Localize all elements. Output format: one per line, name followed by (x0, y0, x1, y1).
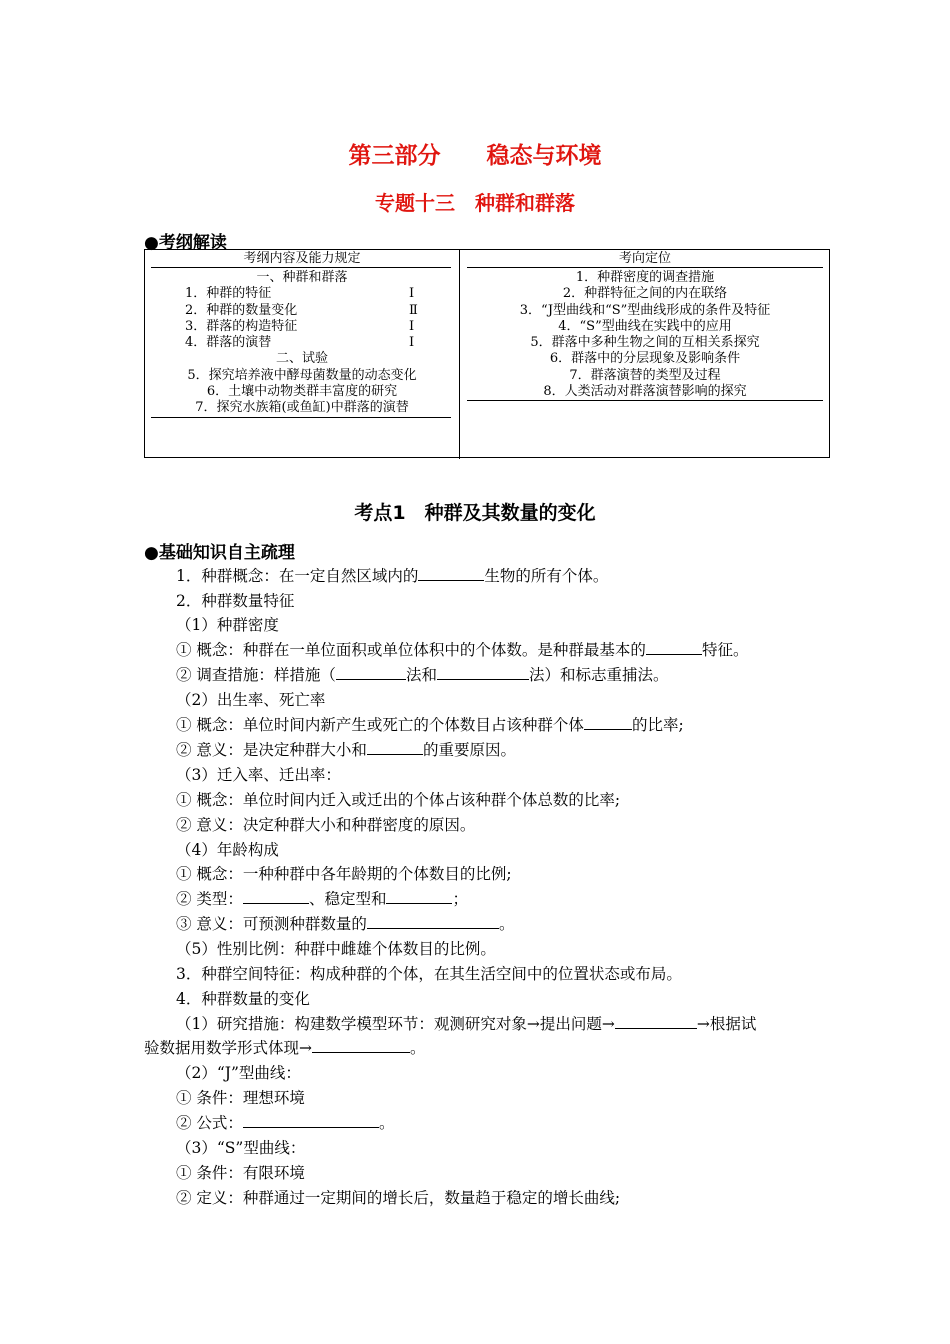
fill-blank[interactable] (243, 889, 309, 904)
text-line: （4）年龄构成 (176, 841, 279, 859)
direction-row: 5．群落中多种生物之间的互相关系探究 (530, 335, 760, 351)
ability-level: Ⅰ (409, 335, 415, 351)
text-line: ② 意义：决定种群大小和种群密度的原因。 (176, 816, 476, 834)
syllabus-row: 3．群落的构造特征 Ⅰ (185, 318, 415, 334)
ability-level: Ⅰ (409, 318, 415, 334)
syllabus-row: 4．群落的演替 Ⅰ (185, 335, 415, 351)
fill-blank[interactable] (386, 889, 452, 904)
syllabus-row: 一、种群和群落 (256, 270, 348, 285)
syllabus-row: 二、试验 (275, 351, 328, 367)
text-line: 4．种群数量的变化 (176, 990, 310, 1008)
text-line: 验数据用数学形式体现→ 。 (144, 1039, 426, 1057)
text-line: 1．种群概念：在一定自然区域内的 生物的所有个体。 (176, 567, 609, 585)
fill-blank[interactable] (615, 1014, 697, 1029)
syllabus-row: 5．探究培养液中酵母菌数量的动态变化 (187, 367, 417, 383)
fill-blank[interactable] (584, 715, 632, 730)
kaodian-title: 考点1 种群及其数量的变化 (354, 502, 596, 524)
text-line: （3）“S”型曲线： (176, 1139, 306, 1157)
fill-blank[interactable] (367, 740, 423, 755)
text-line: 2．种群数量特征 (176, 592, 295, 610)
text-line: ② 公式： 。 (176, 1114, 395, 1132)
direction-row: 8．人类活动对群落演替影响的探究 (543, 384, 747, 400)
direction-row: 7．群落演替的类型及过程 (569, 367, 721, 383)
left-bottom-rule (151, 417, 451, 418)
right-content (459, 270, 831, 400)
text-line: （2）出生率、死亡率 (176, 691, 326, 709)
fill-blank[interactable] (646, 640, 702, 655)
syllabus-row: 7．探究水族箱(或鱼缸)中群落的演替 (195, 400, 409, 416)
text-line: ③ 意义：可预测种群数量的 。 (176, 915, 515, 933)
text-line: （1）研究措施：构建数学模型环节：观测研究对象→提出问题→ →根据试 (176, 1015, 757, 1033)
fill-blank[interactable] (437, 665, 529, 680)
syllabus-row: 2．种群的数量变化 Ⅱ (185, 302, 418, 318)
text-line: ② 调查措施：样措施（ 法和 法）和标志重捕法。 (176, 666, 669, 684)
text-line: （1）种群密度 (176, 616, 279, 634)
fill-blank[interactable] (367, 914, 499, 929)
part-title: 第三部分 稳态与环境 (348, 143, 602, 169)
text-line: ① 概念：一种种群中各年龄期的个体数目的比例; (176, 865, 512, 883)
text-line: （3）迁入率、迁出率： (176, 766, 341, 784)
syllabus-row: 1．种群的特征 Ⅰ (185, 286, 415, 302)
syllabus-row: 6．土壤中动物类群丰富度的研究 (206, 384, 398, 400)
direction-row: 2．种群特征之间的内在联络 (562, 286, 728, 302)
text-line: ② 定义：种群通过一定期间的增长后，数量趋于稳定的增长曲线; (176, 1189, 621, 1207)
text-line: ① 概念：单位时间内迁入或迁出的个体占该种群个体总数的比率; (176, 791, 621, 809)
direction-row: 3．“J型曲线和“S”型曲线形成的条件及特征 (519, 302, 771, 318)
direction-row: 1．种群密度的调查措施 (575, 270, 715, 285)
fill-blank[interactable] (243, 1113, 379, 1128)
section-syllabus-heading: ●考纲解读 (144, 233, 227, 253)
syllabus-table (144, 249, 830, 458)
text-line: 3．种群空间特征：构成种群的个体，在其生活空间中的位置状态或布局。 (176, 965, 682, 983)
direction-row: 4．“S”型曲线在实践中的应用 (558, 318, 732, 334)
section-basic-heading: ●基础知识自主疏理 (144, 543, 295, 563)
fill-blank[interactable] (418, 566, 484, 581)
left-header: 考纲内容及能力规定 (243, 251, 361, 266)
right-header: 考向定位 (618, 251, 671, 266)
text-line: ② 意义：是决定种群大小和 的重要原因。 (176, 741, 516, 759)
text-line: ② 类型： 、稳定型和 ； (176, 890, 468, 908)
direction-row: 6．群落中的分层现象及影响条件 (549, 351, 741, 367)
text-line: （2）“J”型曲线： (176, 1064, 301, 1082)
text-line: （5）性别比例：种群中雌雄个体数目的比例。 (176, 940, 496, 958)
fill-blank[interactable] (312, 1038, 410, 1053)
left-content (145, 270, 459, 417)
ability-level: Ⅱ (409, 302, 418, 318)
text-line: ① 条件：有限环境 (176, 1164, 305, 1182)
fill-blank[interactable] (336, 665, 406, 680)
topic-title: 专题十三 种群和群落 (375, 191, 575, 215)
ability-level: Ⅰ (409, 286, 415, 302)
text-line: ① 条件：理想环境 (176, 1089, 305, 1107)
text-line: ① 概念：种群在一单位面积或单位体积中的个体数。是种群最基本的 特征。 (176, 641, 749, 659)
text-line: ① 概念：单位时间内新产生或死亡的个体数目占该种群个体 的比率; (176, 716, 684, 734)
